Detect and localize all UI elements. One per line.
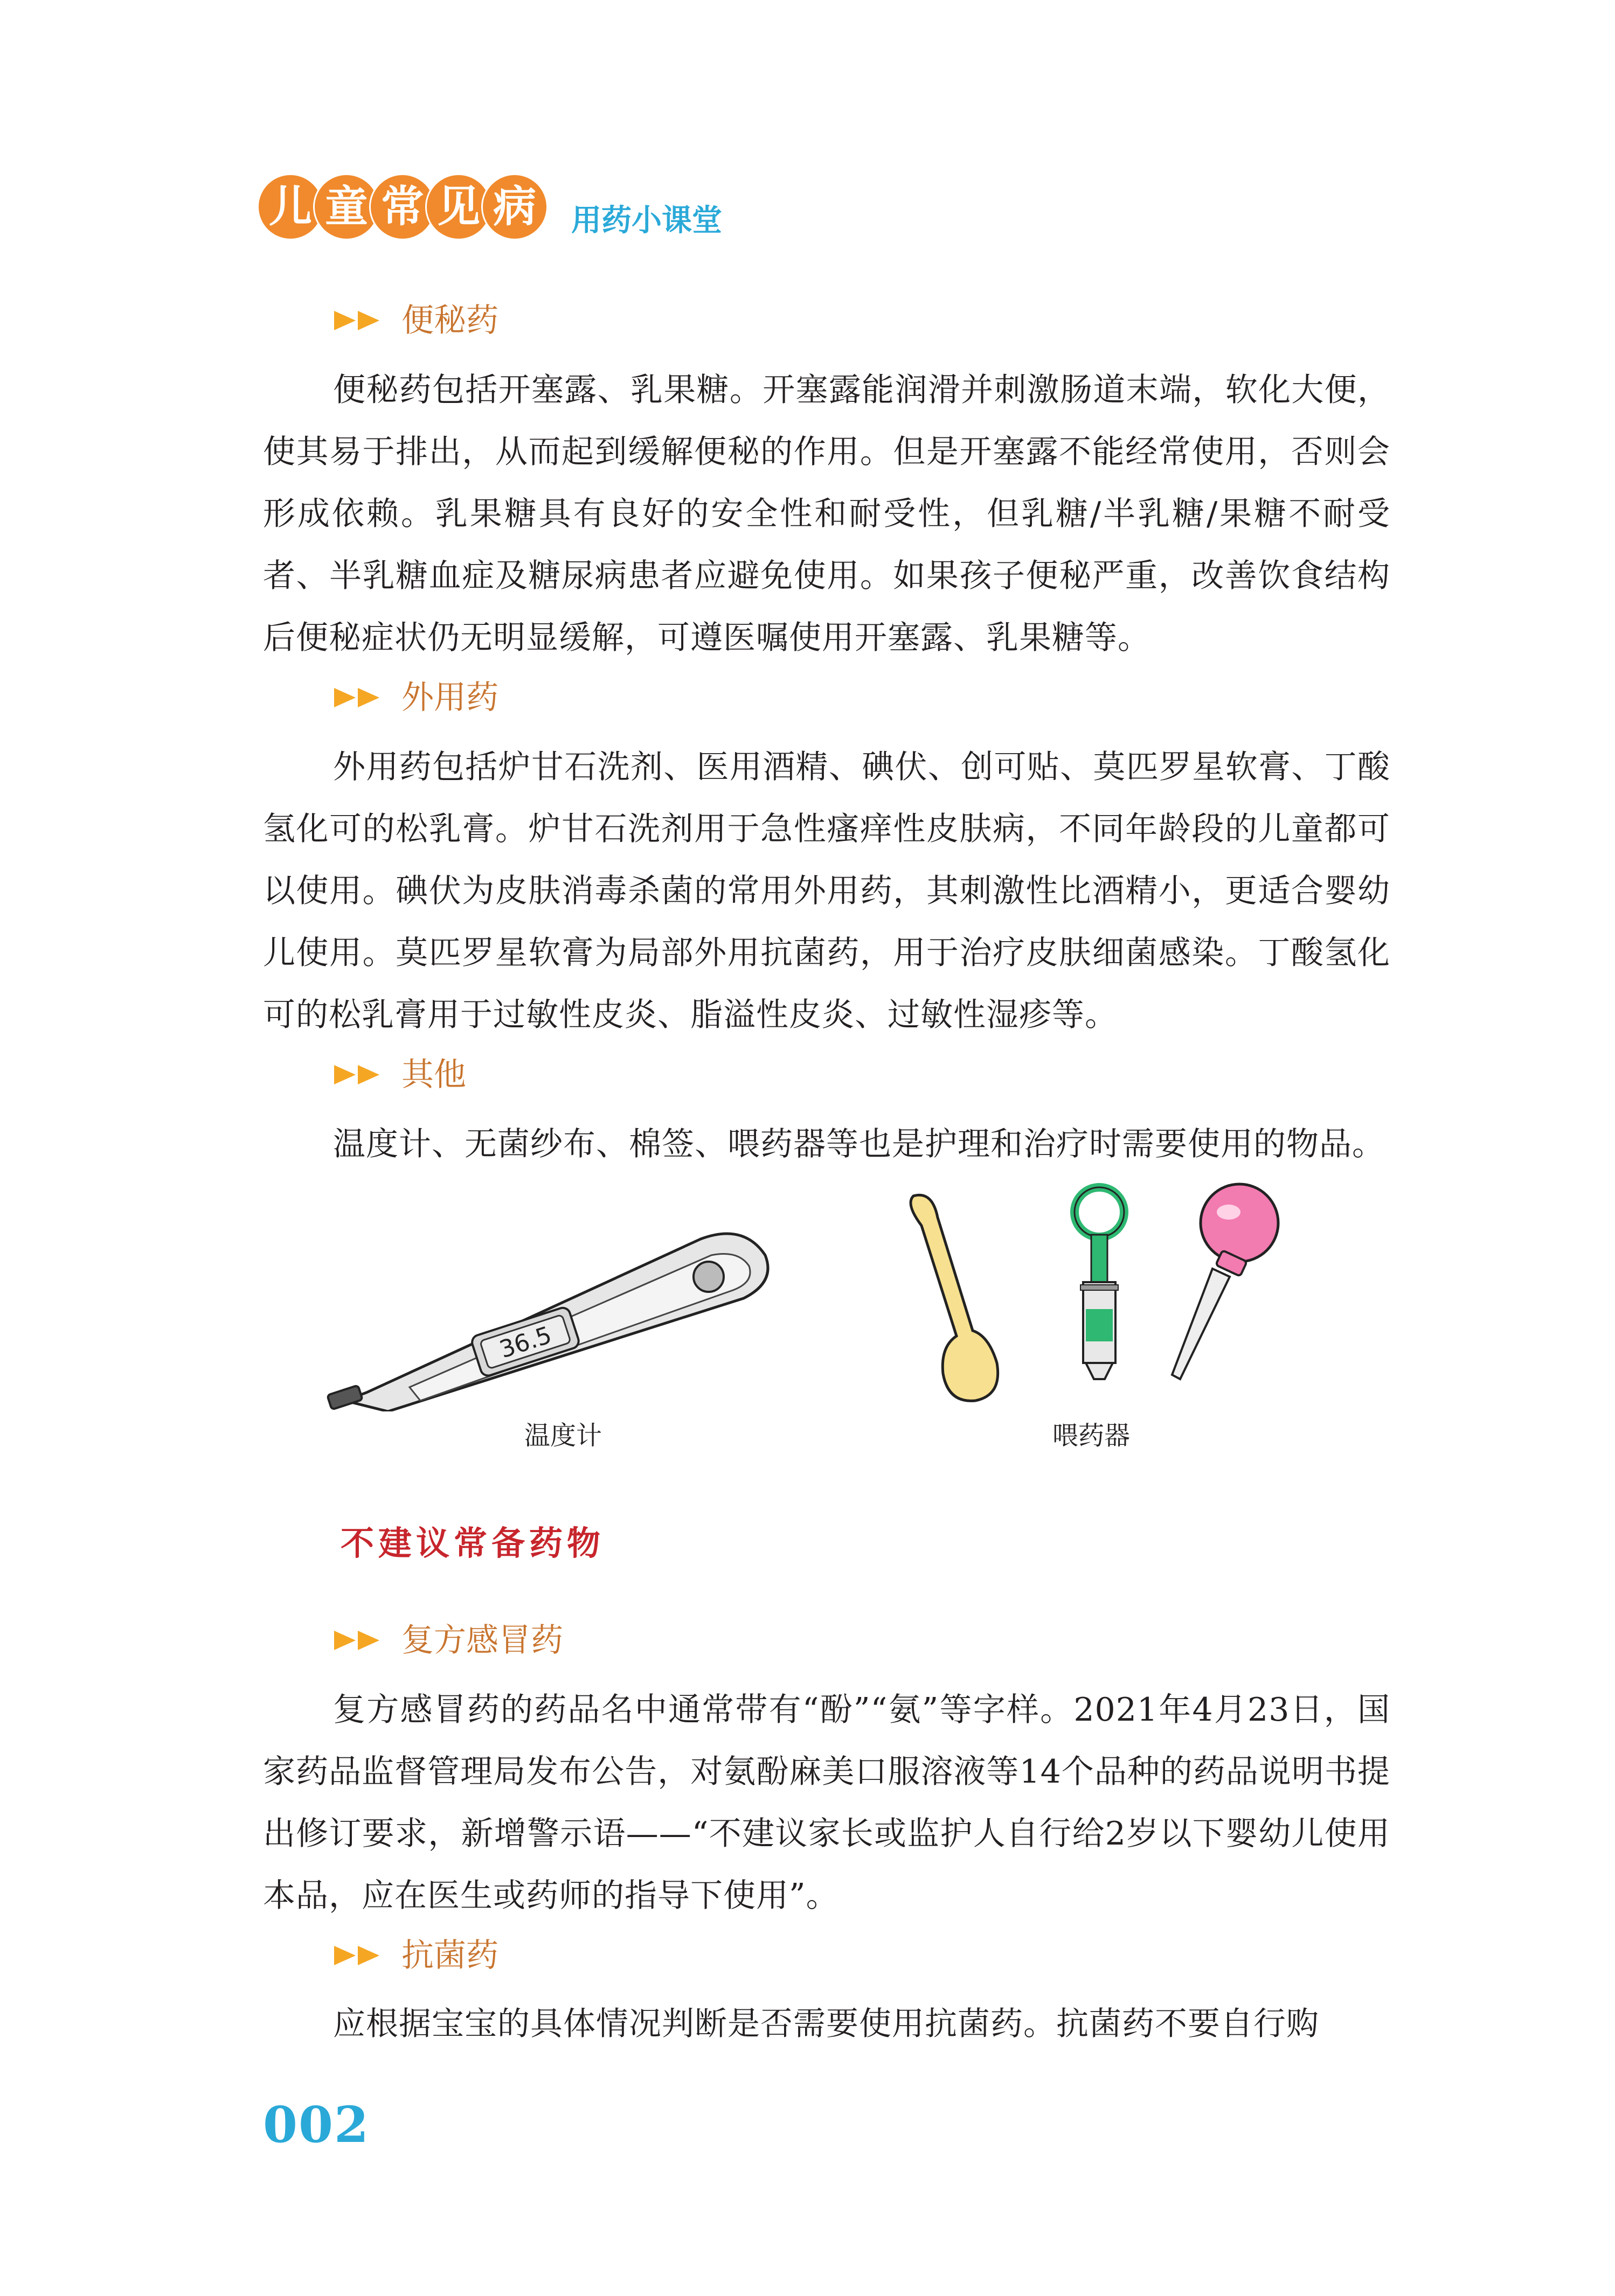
not-recommended-heading: 不建议常备药物 xyxy=(341,1523,605,1563)
dropper-syringe-icon xyxy=(1075,1187,1124,1379)
bulb-dropper-icon xyxy=(1172,1184,1278,1379)
caption-dropper: 喂药器 xyxy=(1052,1421,1131,1451)
section-paragraph: 外用药包括炉甘石洗剂、医用酒精、碘伏、创可贴、莫匹罗星软膏、丁酸氢化可的松乳膏。炉甘石洗剂用于急性瘙痒性皮肤病，不同年龄段的儿童都可以使用。碘伏为皮肤消毒杀菌的常用外用药，其刺激性比酒精小，更适合婴幼儿使用。莫匹罗星软膏为局部外用抗菌药，用于治疗皮肤细菌感染。丁酸氢化可的松乳膏用于过敏性皮炎、脂溢性皮炎、过敏性湿疹等。 xyxy=(263,748,1390,1034)
caption-thermometer: 温度计 xyxy=(524,1421,602,1451)
section-title: 便秘药 xyxy=(401,302,498,339)
spoon-icon xyxy=(911,1195,998,1401)
section-title: 外用药 xyxy=(401,679,498,716)
series-title-char: 儿 xyxy=(259,175,322,239)
double-arrow-icon xyxy=(334,1945,383,1966)
double-arrow-icon xyxy=(334,1630,383,1651)
section-paragraph: 复方感冒药的药品名中通常带有“酚”“氨”等字样。2021年4月23日，国家药品监督管理局发布公告，对氨酚麻美口服溶液等14个品种的药品说明书提出修订要求，新增警示语——“不建议家长或监护人自行给2岁以下婴幼儿使用本品，应在医生或药师的指导下使用”。 xyxy=(263,1691,1390,1915)
section-paragraph: 应根据宝宝的具体情况判断是否需要使用抗菌药。抗菌药不要自行购 xyxy=(333,2005,1319,2043)
tools-drawing xyxy=(302,1174,1358,1411)
thermometer-icon xyxy=(327,1234,768,1411)
section-title: 复方感冒药 xyxy=(401,1622,563,1659)
illustration-medical-tools xyxy=(302,1174,1358,1455)
series-title-char: 见 xyxy=(427,175,490,239)
page-number: 002 xyxy=(263,2096,370,2154)
series-subtitle: 用药小课堂 xyxy=(571,203,722,238)
section-paragraph: 温度计、无菌纱布、棉签、喂药器等也是护理和治疗时需要使用的物品。 xyxy=(333,1125,1385,1163)
section-paragraph: 便秘药包括开塞露、乳果糖。开塞露能润滑并刺激肠道末端，软化大便，使其易于排出，从而起到缓解便秘的作用。但是开塞露不能经常使用，否则会形成依赖。乳果糖具有良好的安全性和耐受性，但乳糖/半乳糖/果糖不耐受者、半乳糖血症及糖尿病患者应避免使用。如果孩子便秘严重，改善饮食结构后便秘症状仍无明显缓解，可遵医嘱使用开塞露、乳果糖等。 xyxy=(263,371,1390,657)
double-arrow-icon xyxy=(334,310,383,331)
series-title-char: 常 xyxy=(371,175,434,239)
section-title: 抗菌药 xyxy=(401,1937,498,1974)
series-title xyxy=(259,175,539,239)
series-title-char: 病 xyxy=(483,175,546,239)
thermometer-reading: 36.5 xyxy=(496,1321,555,1364)
series-title-char: 童 xyxy=(315,175,378,239)
section-title: 其他 xyxy=(401,1056,466,1094)
double-arrow-icon xyxy=(334,1064,383,1086)
double-arrow-icon xyxy=(334,687,383,708)
